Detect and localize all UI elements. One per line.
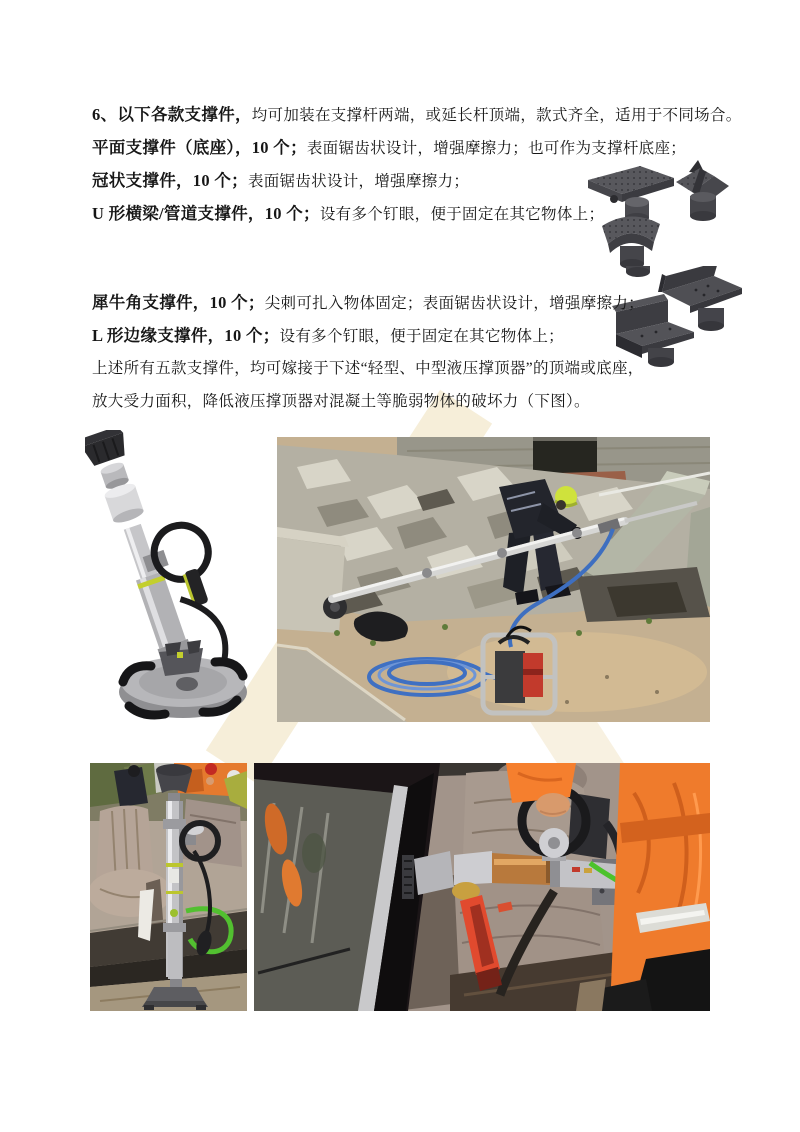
- paragraph-summary-1: [92, 356, 644, 378]
- paragraph-u-support: [92, 200, 604, 224]
- l-support-text: 设有多个钉眼，便于固定在其它物体上；: [279, 328, 564, 345]
- rhino-support-label: 犀牛角支撑件，10 个；: [92, 293, 265, 312]
- car-vertical-strut-illustration: [90, 763, 247, 1011]
- rhino-support-text: 尖刺可扎入物体固定；表面锯齿状设计，增强摩擦力；: [264, 295, 644, 312]
- figure-rubble-photo: [277, 437, 710, 722]
- crown-support-base-stub: [626, 266, 650, 277]
- paragraph-flat-support: [92, 134, 686, 158]
- support-attachments-2-illustration: [610, 266, 748, 368]
- crown-support-text: 表面锯齿状设计，增强摩擦力；: [247, 173, 470, 190]
- rubble-photo-illustration: [277, 437, 710, 722]
- paragraph-rhino-support: [92, 289, 644, 313]
- rhino-horn-support: [676, 160, 729, 221]
- intro-label: 6、以下各款支撑件，: [92, 105, 252, 124]
- l-edge-support-right: [658, 266, 742, 331]
- u-support-label: U 形横梁/管道支撑件，10 个；: [92, 204, 320, 223]
- strut-column: [85, 430, 246, 687]
- l-support-label: L 形边缘支撑件，10 个；: [92, 326, 280, 345]
- car-horizontal-ram-illustration: [254, 763, 710, 1011]
- figure-jack-render: [85, 430, 253, 738]
- figure-support-attachments-2: [610, 266, 748, 368]
- jack-render-illustration: [85, 430, 253, 738]
- summary-text-1: 上述所有五款支撑件，均可嫁接于下述“轻型、中型液压撑顶器”的顶端或底座，: [92, 360, 644, 377]
- paragraph-summary-2: [92, 389, 590, 411]
- figure-car-horizontal-ram-photo: [254, 763, 710, 1011]
- flat-support-label: 平面支撑件（底座），10 个；: [92, 138, 307, 157]
- crown-support: [602, 216, 660, 269]
- u-support-text: 设有多个钉眼，便于固定在其它物体上；: [319, 206, 605, 223]
- flat-support-text: 表面锯齿状设计，增强摩擦力；也可作为支撑杆底座；: [306, 140, 687, 157]
- figure-car-vertical-strut-photo: [90, 763, 247, 1011]
- paragraph-crown-support: [92, 167, 469, 191]
- paragraph-intro: [92, 101, 742, 125]
- summary-text-2: 放大受力面积，降低液压撑顶器对混凝土等脆弱物体的破坏力（下图）。: [92, 393, 590, 410]
- intro-text: 均可加装在支撑杆两端，或延长杆顶端，款式齐全，适用于不同场合。: [251, 107, 742, 124]
- crown-support-label: 冠状支撑件，10 个；: [92, 171, 248, 190]
- paragraph-l-support: [92, 322, 564, 346]
